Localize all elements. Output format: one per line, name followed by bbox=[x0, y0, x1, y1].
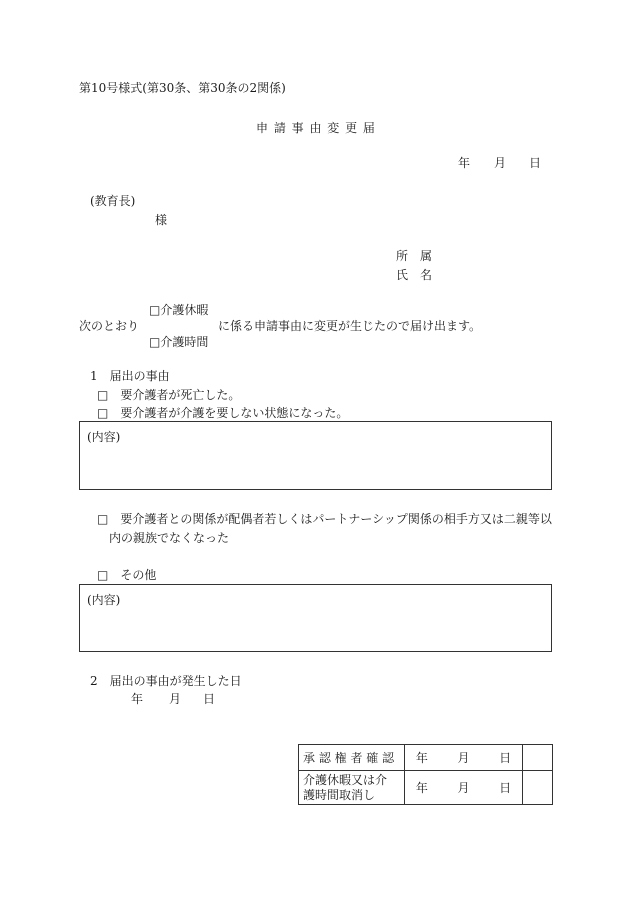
date-year-label: 年 bbox=[458, 156, 471, 170]
occurrence-day-label: 日 bbox=[203, 692, 216, 706]
reason-other-checkbox[interactable]: □ その他 bbox=[97, 568, 157, 582]
cancellation-day: 日 bbox=[499, 781, 512, 795]
approver-day: 日 bbox=[499, 751, 512, 765]
addressee-name: (教育長) bbox=[90, 194, 136, 208]
reason-death-checkbox[interactable]: □ 要介護者が死亡した。 bbox=[97, 388, 241, 402]
approver-confirm-label: 承 認 権 者 確 認 bbox=[299, 745, 405, 771]
statement-suffix: に係る申請事由に変更が生じたので届け出ます。 bbox=[218, 319, 482, 333]
cancellation-date bbox=[405, 771, 523, 805]
date-day-label: 日 bbox=[529, 156, 542, 170]
approval-table bbox=[298, 744, 553, 805]
occurrence-month-label: 月 bbox=[169, 692, 182, 706]
reason-relationship-line2: 内の親族でなくなった bbox=[109, 531, 230, 545]
statement-prefix: 次のとおり bbox=[79, 319, 140, 333]
reason-no-care-checkbox[interactable]: □ 要介護者が介護を要しない状態になった。 bbox=[97, 406, 349, 420]
content-box-1[interactable] bbox=[79, 421, 552, 490]
cancellation-label-line1: 介護休暇又は介 bbox=[303, 772, 388, 787]
approver-month: 月 bbox=[457, 751, 470, 765]
page-title: 申 請 事 由 変 更 届 bbox=[256, 121, 376, 135]
approver-seal-cell[interactable] bbox=[523, 745, 553, 771]
cancellation-row bbox=[299, 771, 553, 805]
date-month-label: 月 bbox=[494, 156, 507, 170]
applicant-affiliation-label: 所 属 bbox=[396, 249, 433, 263]
content-box-2[interactable] bbox=[79, 584, 552, 652]
approval-row bbox=[299, 745, 553, 771]
occurrence-year-label: 年 bbox=[131, 692, 144, 706]
approver-year: 年 bbox=[415, 751, 428, 765]
content-box-1-label: (内容) bbox=[87, 430, 121, 444]
content-box-2-label: (内容) bbox=[87, 593, 121, 607]
cancellation-label bbox=[299, 771, 405, 805]
approver-date bbox=[405, 745, 523, 771]
cancellation-month: 月 bbox=[457, 781, 470, 795]
applicant-name-label: 氏 名 bbox=[396, 268, 433, 282]
reason-relationship-checkbox[interactable]: □ 要介護者との関係が配偶者若しくはパートナーシップ関係の相手方又は二親等以 bbox=[97, 512, 552, 526]
form-number: 第10号様式(第30条、第30条の2関係) bbox=[79, 81, 286, 95]
section1-heading: 1 届出の事由 bbox=[90, 369, 170, 383]
care-time-checkbox[interactable]: □介護時間 bbox=[149, 335, 209, 349]
section2-heading: 2 届出の事由が発生した日 bbox=[90, 674, 242, 688]
cancellation-year: 年 bbox=[415, 781, 428, 795]
cancellation-label-line2: 護時間取消し bbox=[303, 787, 376, 802]
addressee-honorific: 様 bbox=[155, 213, 168, 227]
cancellation-seal-cell[interactable] bbox=[523, 771, 553, 805]
care-leave-checkbox[interactable]: □介護休暇 bbox=[149, 303, 209, 317]
